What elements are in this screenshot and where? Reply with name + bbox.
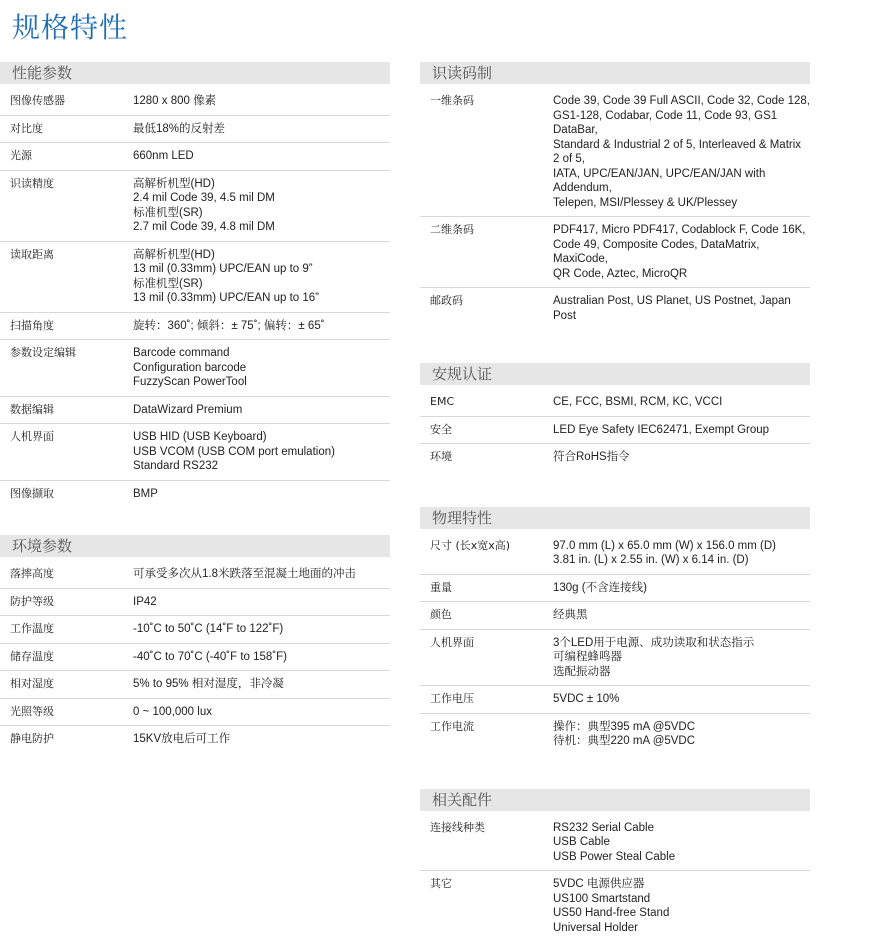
spec-label: 人机界面: [0, 430, 133, 474]
section-header: 环境参数: [0, 535, 390, 557]
spec-label: 静电防护: [0, 732, 133, 747]
spec-row: [0, 561, 390, 589]
spec-row: [420, 444, 810, 471]
page-title: 规格特性: [12, 6, 128, 46]
spec-value: USB HID (USB Keyboard) USB VCOM (USB COM port emulation) Standard RS232: [133, 430, 390, 474]
spec-label: 扫描角度: [0, 319, 133, 334]
regulatory-section: [420, 363, 810, 471]
spec-value: LED Eye Safety IEC62471, Exempt Group: [553, 423, 810, 438]
physical-rows: [420, 533, 810, 755]
performance-section: [0, 62, 390, 507]
spec-value: 97.0 mm (L) x 65.0 mm (W) x 156.0 mm (D) 3.81 in. (L) x 2.55 in. (W) x 6.14 in. (D): [553, 539, 810, 568]
spec-value: -40˚C to 70˚C (-40˚F to 158˚F): [133, 650, 390, 665]
spec-value: 最低18%的反射差: [133, 122, 390, 137]
spec-label: 数据编辑: [0, 403, 133, 418]
spec-label: 光源: [0, 149, 133, 164]
spec-value: 符合RoHS指令: [553, 450, 810, 465]
spec-row: [420, 288, 810, 329]
section-header: 识读码制: [420, 62, 810, 84]
spec-value: 经典黑: [553, 608, 810, 623]
spec-label: 尺寸 (长x宽x高): [420, 539, 553, 568]
spec-row: [0, 143, 390, 171]
spec-value: -10˚C to 50˚C (14˚F to 122˚F): [133, 622, 390, 637]
spec-row: [420, 714, 810, 755]
spec-row: [420, 389, 810, 417]
spec-value: 1280 x 800 像素: [133, 94, 390, 109]
symbologies-section: [420, 62, 810, 329]
regulatory-rows: [420, 389, 810, 471]
spec-label: 储存温度: [0, 650, 133, 665]
spec-row: [420, 88, 810, 217]
section-header: 相关配件: [420, 789, 810, 811]
spec-label: 重量: [420, 581, 553, 596]
spec-value: 高解析机型(HD) 13 mil (0.33mm) UPC/EAN up to 9” 标准机型(SR) 13 mil (0.33mm) UPC/EAN up to 16”: [133, 248, 390, 306]
spec-value: 0 ~ 100,000 lux: [133, 705, 390, 720]
spec-value: 130g (不含连接线): [553, 581, 810, 596]
spec-label: 二维条码: [420, 223, 553, 281]
spec-label: 工作电流: [420, 720, 553, 749]
spec-row: [0, 340, 390, 397]
spec-label: 图像传感器: [0, 94, 133, 109]
spec-label: 识读精度: [0, 177, 133, 235]
spec-value: Code 39, Code 39 Full ASCII, Code 32, Code 128, GS1-128, Codabar, Code 11, Code 93, GS1 DataBar, Standard & Industrial 2 of 5, Interleaved & Matrix 2 of 5, IATA, UPC/EAN/JAN, UPC/EAN/JAN with Addendum, Telepen, MSI/Plessey & UK/Plessey: [553, 94, 810, 210]
spec-label: 相对湿度: [0, 677, 133, 692]
spec-value: DataWizard Premium: [133, 403, 390, 418]
performance-rows: [0, 88, 390, 507]
spec-value: 可承受多次从1.8米跌落至混凝土地面的冲击: [133, 567, 390, 582]
symbologies-rows: [420, 88, 810, 329]
environment-rows: [0, 561, 390, 753]
section-header: 安规认证: [420, 363, 810, 385]
spec-label: 颜色: [420, 608, 553, 623]
spec-row: [420, 686, 810, 714]
spec-row: [420, 217, 810, 288]
spec-value: 5VDC 电源供应器 US100 Smartstand US50 Hand-free Stand Universal Holder: [553, 877, 810, 935]
section-header: 性能参数: [0, 62, 390, 84]
spec-row: [0, 88, 390, 116]
spec-row: [0, 397, 390, 425]
spec-row: [420, 602, 810, 630]
spec-value: CE, FCC, BSMI, RCM, KC, VCCI: [553, 395, 810, 410]
spec-value: 操作：典型395 mA @5VDC 待机：典型220 mA @5VDC: [553, 720, 810, 749]
spec-label: 参数设定编辑: [0, 346, 133, 390]
environment-section: [0, 535, 390, 753]
accessories-rows: [420, 815, 810, 941]
spec-value: BMP: [133, 487, 390, 502]
spec-row: [0, 171, 390, 242]
spec-value: 5% to 95% 相对湿度，非冷凝: [133, 677, 390, 692]
spec-row: [0, 699, 390, 727]
spec-label: 安全: [420, 423, 553, 438]
spec-label: 人机界面: [420, 636, 553, 680]
spec-row: [0, 481, 390, 508]
spec-row: [0, 424, 390, 481]
spec-row: [0, 644, 390, 672]
spec-row: [420, 575, 810, 603]
spec-label: EMC: [420, 395, 553, 410]
accessories-section: [420, 789, 810, 941]
spec-row: [0, 313, 390, 341]
spec-row: [0, 116, 390, 144]
spec-row: [420, 871, 810, 941]
spec-label: 光照等级: [0, 705, 133, 720]
spec-row: [0, 616, 390, 644]
spec-value: Australian Post, US Planet, US Postnet, Japan Post: [553, 294, 810, 323]
spec-value: 15KV放电后可工作: [133, 732, 390, 747]
spec-value: 3个LED用于电源、成功读取和状态指示 可编程蜂鸣器 选配振动器: [553, 636, 810, 680]
spec-label: 连接线种类: [420, 821, 553, 865]
spec-row: [0, 726, 390, 753]
left-column: [0, 62, 390, 753]
right-column: [420, 62, 810, 941]
spec-row: [0, 671, 390, 699]
spec-label: 防护等级: [0, 595, 133, 610]
spec-value: RS232 Serial Cable USB Cable USB Power Steal Cable: [553, 821, 810, 865]
spec-label: 落摔高度: [0, 567, 133, 582]
spec-value: 5VDC ± 10%: [553, 692, 810, 707]
spec-label: 一维条码: [420, 94, 553, 210]
spec-label: 环境: [420, 450, 553, 465]
spec-value: 旋转：360˚; 倾斜：± 75˚; 偏转：± 65˚: [133, 319, 390, 334]
spec-row: [420, 417, 810, 445]
physical-section: [420, 507, 810, 755]
spec-row: [0, 242, 390, 313]
spec-value: Barcode command Configuration barcode FuzzyScan PowerTool: [133, 346, 390, 390]
spec-value: 660nm LED: [133, 149, 390, 164]
spec-row: [420, 815, 810, 872]
spec-row: [0, 589, 390, 617]
spec-row: [420, 630, 810, 687]
spec-label: 对比度: [0, 122, 133, 137]
spec-value: PDF417, Micro PDF417, Codablock F, Code 16K, Code 49, Composite Codes, DataMatrix, MaxiCode, QR Code, Aztec, MicroQR: [553, 223, 810, 281]
spec-label: 工作电压: [420, 692, 553, 707]
spec-label: 图像撷取: [0, 487, 133, 502]
spec-label: 工作温度: [0, 622, 133, 637]
spec-label: 邮政码: [420, 294, 553, 323]
spec-value: IP42: [133, 595, 390, 610]
spec-value: 高解析机型(HD) 2.4 mil Code 39, 4.5 mil DM 标准机型(SR) 2.7 mil Code 39, 4.8 mil DM: [133, 177, 390, 235]
spec-label: 其它: [420, 877, 553, 935]
spec-label: 读取距离: [0, 248, 133, 306]
section-header: 物理特性: [420, 507, 810, 529]
spec-row: [420, 533, 810, 575]
